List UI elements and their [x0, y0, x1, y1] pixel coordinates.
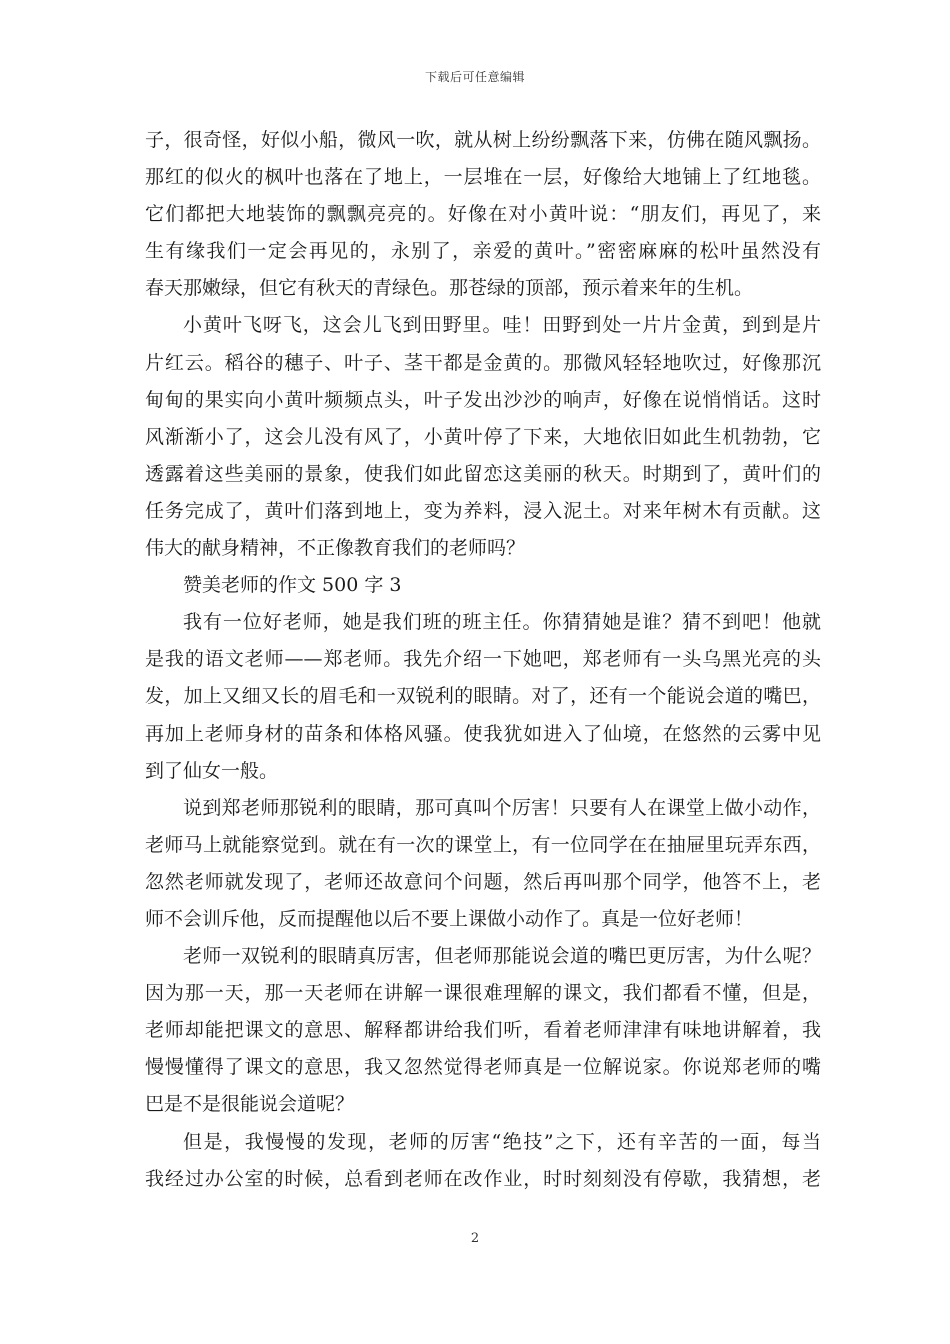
text-line: 老师马上就能察觉到。就在有一次的课堂上，有一位同学在在抽屉里玩弄东西，: [145, 833, 821, 856]
text-line: 说到郑老师那锐利的眼睛，那可真叫个厉害！只要有人在课堂上做小动作，: [183, 796, 821, 819]
text-line: 子，很奇怪，好似小船，微风一吹，就从树上纷纷飘落下来，仿佛在随风飘扬。: [145, 129, 821, 151]
text-line: 慢慢懂得了课文的意思，我又忽然觉得老师真是一位解说家。你说郑老师的嘴: [145, 1056, 821, 1079]
page-number: 2: [470, 1231, 480, 1246]
text-line: 发，加上又细又长的眉毛和一双锐利的眼睛。对了，还有一个能说会道的嘴巴，: [145, 685, 821, 708]
text-line: 我经过办公室的时候，总看到老师在改作业，时时刻刻没有停歇，我猜想，老: [145, 1167, 821, 1190]
text-line: 忽然老师就发现了，老师还故意问个问题，然后再叫那个同学，他答不上，老: [145, 870, 821, 893]
text-line: 老师却能把课文的意思、解释都讲给我们听，看着老师津津有味地讲解着，我: [145, 1019, 821, 1042]
text-line: 片红云。稻谷的穗子、叶子、茎干都是金黄的。那微风轻轻地吹过，好像那沉: [145, 351, 821, 374]
text-line: 那红的似火的枫叶也落在了地上，一层堆在一层，好像给大地铺上了红地毯。: [145, 166, 821, 189]
text-line: 但是，我慢慢的发现，老师的厉害“绝技”之下，还有辛苦的一面，每当: [183, 1130, 821, 1153]
text-line: 我有一位好老师，她是我们班的班主任。你猜猜她是谁？猜不到吧！他就: [183, 611, 821, 634]
text-line: 师不会训斥他，反而提醒他以后不要上课做小动作了。真是一位好老师！: [145, 907, 754, 930]
text-line: 因为那一天，那一天老师在讲解一课很难理解的课文，我们都看不懂，但是，: [145, 982, 821, 1005]
text-line: 它们都把大地装饰的飘飘亮亮的。好像在对小黄叶说：“朋友们，再见了，来: [145, 203, 821, 226]
text-line: 生有缘我们一定会再见的，永别了，亲爱的黄叶。”密密麻麻的松叶虽然没有: [145, 240, 821, 263]
text-line: 风渐渐小了，这会儿没有风了，小黄叶停了下来，大地依旧如此生机勃勃，它: [145, 425, 821, 448]
text-line: 透露着这些美丽的景象，使我们如此留恋这美丽的秋天。时期到了，黄叶们的: [145, 462, 821, 485]
text-line: 再加上老师身材的苗条和体格风骚。使我犹如进入了仙境，在悠然的云雾中见: [145, 722, 821, 745]
text-line: 巴是不是很能说会道呢？: [145, 1093, 355, 1116]
text-line: 赞美老师的作文 500 字 3: [183, 574, 402, 597]
page-header: 下载后可任意编辑: [424, 70, 525, 84]
text-line: 小黄叶飞呀飞，这会儿飞到田野里。哇！田野到处一片片金黄，到到是片: [183, 314, 821, 337]
text-line: 春天那嫩绿，但它有秋天的青绿色。那苍绿的顶部，预示着来年的生机。: [145, 277, 754, 300]
text-line: 伟大的献身精神，不正像教育我们的老师吗？: [145, 537, 526, 560]
text-line: 任务完成了，黄叶们落到地上，变为养料，浸入泥土。对来年树木有贡献。这: [145, 499, 821, 522]
text-line: 是我的语文老师——郑老师。我先介绍一下她吧，郑老师有一头乌黑光亮的头: [145, 648, 821, 671]
text-line: 甸甸的果实向小黄叶频频点头，叶子发出沙沙的响声，好像在说悄悄话。这时: [145, 388, 821, 411]
text-line: 到了仙女一般。: [145, 759, 279, 782]
text-line: 老师一双锐利的眼睛真厉害，但老师那能说会道的嘴巴更厉害，为什么呢？: [183, 945, 821, 968]
document-body: [145, 122, 821, 1198]
